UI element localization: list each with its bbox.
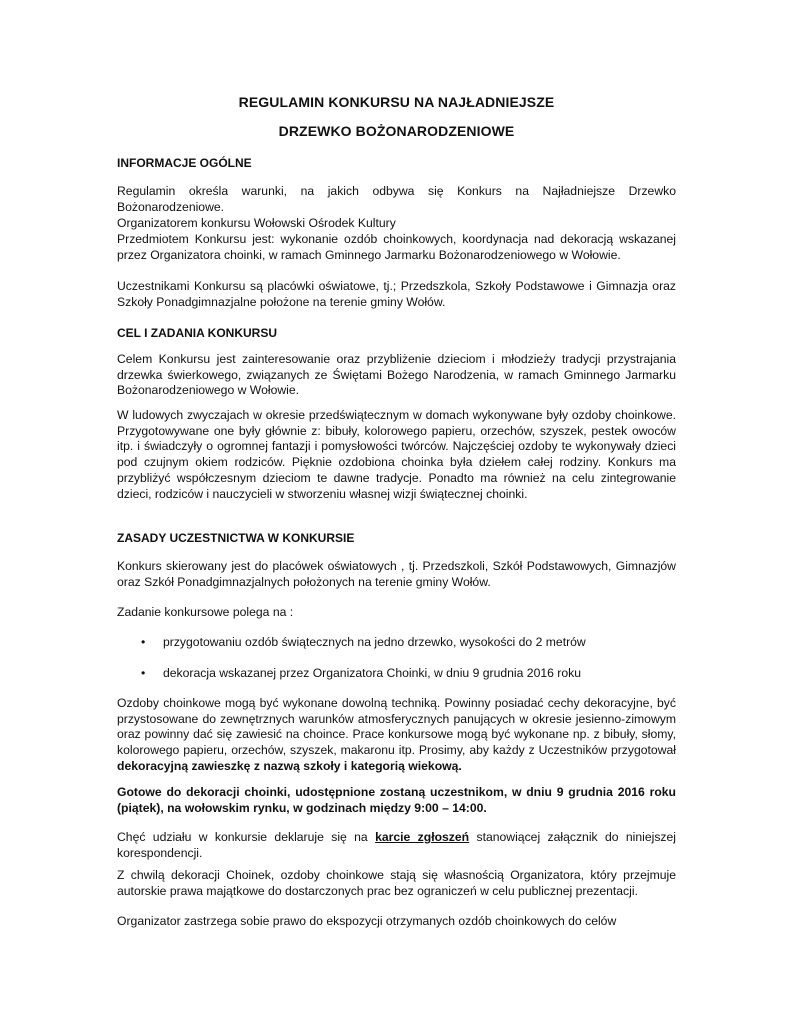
document-title-line-2: DRZEWKO BOŻONARODZENIOWE bbox=[278, 123, 515, 139]
paragraph-ornament-requirements bbox=[117, 696, 676, 775]
paragraph-application-card bbox=[117, 830, 676, 861]
paragraph-exposition: Organizator zastrzega sobie prawo do ekspozycji otrzymanych ozdób choinkowych do celów bbox=[117, 914, 617, 928]
section-heading-goals: CEL I ZADANIA KONKURSU bbox=[117, 326, 278, 340]
paragraph-regulation-scope: Regulamin określa warunki, na jakich odbywa się Konkurs na Najładniejsze Drzewko Bożonarodzeniowe. bbox=[117, 184, 676, 214]
application-text-2: stanowiącej załącznik do niniejszej korespondencji. bbox=[117, 830, 677, 860]
paragraph-participants: Uczestnikami Konkursu są placówki oświatowe, tj.; Przedszkola, Szkoły Podstawowe i Gimnazja oraz Szkoły Ponadgimnazjalne położone na terenie gminy Wołów. bbox=[117, 279, 676, 309]
bullet-marker: • bbox=[141, 635, 146, 649]
list-item: dekoracja wskazanej przez Organizatora Choinki, w dniu 9 grudnia 2016 roku bbox=[163, 666, 581, 680]
list-item: przygotowaniu ozdób świątecznych na jedno drzewko, wysokości do 2 metrów bbox=[163, 635, 586, 649]
paragraph-copyright: Z chwilą dekoracji Choinek, ozdoby choinkowe stają się własnością Organizatora, który przejmuje autorskie prawa majątkowe do dostarczonych prac bez ograniczeń w celu publicznej prezentacji. bbox=[117, 868, 676, 898]
paragraph-folk-customs: W ludowych zwyczajach w okresie przedświątecznym w domach wykonywane były ozdoby choinkowe. Przygotowywane one były głównie z: bibuły, kolorowego papieru, orzechów, szyszek, pestek owoców itp. i świadczyły o ogromnej fantazji i pomysłowości twórców. Najczęściej ozdoby te wykonywały dzieci pod czujnym okiem rodziców. Pięknie ozdobiona choinka była dziełem całej rodziny. Konkurs ma przybliżyć współczesnym dzieciom te dawne tradycje. Ponadto ma również na celu zintegrowanie dzieci, rodziców i nauczycieli w stworzeniu własnej wizji świątecznej choinki. bbox=[117, 408, 676, 501]
section-heading-general-info: INFORMACJE OGÓLNE bbox=[117, 156, 252, 170]
ornament-requirements-text: Ozdoby choinkowe mogą być wykonane dowolną techniką. Powinny posiadać cechy dekoracyjne, być przystosowane do zewnętrznych warunków atmosferycznych panujących w okresie jesienno-zimowym oraz powinny dać się zawiesić na choince. Prace konkursowe mogą być wykonane np. z bibuły, słomy, kolorowego papieru, orzechów, szyszek, makaronu itp. Prosimy, aby każdy z Uczestników przygotował bbox=[117, 696, 676, 758]
ornament-requirements-bold: dekoracyjną zawieszkę z nazwą szkoły i kategorią wiekową. bbox=[117, 758, 462, 773]
section-heading-participation-rules: ZASADY UCZESTNICTWA W KONKURSIE bbox=[117, 531, 355, 545]
application-text-1: Chęć udziału w konkursie deklaruje się na bbox=[117, 830, 376, 844]
paragraph-organizer: Organizatorem konkursu Wołowski Ośrodek Kultury bbox=[117, 216, 396, 230]
paragraph-decoration-date: Gotowe do dekoracji choinki, udostępnione zostaną uczestnikom, w dniu 9 grudnia 2016 roku (piątek), na wołowskim rynku, w godzinach między 9:00 – 14:00. bbox=[117, 785, 676, 815]
document-title-line-1: REGULAMIN KONKURSU NA NAJŁADNIEJSZE bbox=[238, 94, 555, 110]
paragraph-goal: Celem Konkursu jest zainteresowanie oraz przybliżenie dzieciom i młodzieży tradycji przystrajania drzewka świerkowego, związanych ze Świętami Bożego Narodzenia, w ramach Gminnego Jarmarku Bożonarodzeniowego w Wołowie. bbox=[117, 352, 676, 398]
paragraph-target-audience: Konkurs skierowany jest do placówek oświatowych , tj. Przedszkoli, Szkół Podstawowych, Gimnazjów oraz Szkół Ponadgimnazjalnych położonych na terenie gminy Wołów. bbox=[117, 559, 676, 589]
paragraph-task-intro: Zadanie konkursowe polega na : bbox=[117, 605, 294, 619]
paragraph-subject: Przedmiotem Konkursu jest: wykonanie ozdób choinkowych, koordynacja nad dekoracją wskazanej przez Organizatora choinki, w ramach Gminnego Jarmarku Bożonarodzeniowego w Wołowie. bbox=[117, 232, 676, 262]
application-card-link[interactable]: karcie zgłoszeń bbox=[375, 830, 470, 844]
bullet-marker: • bbox=[141, 666, 146, 680]
